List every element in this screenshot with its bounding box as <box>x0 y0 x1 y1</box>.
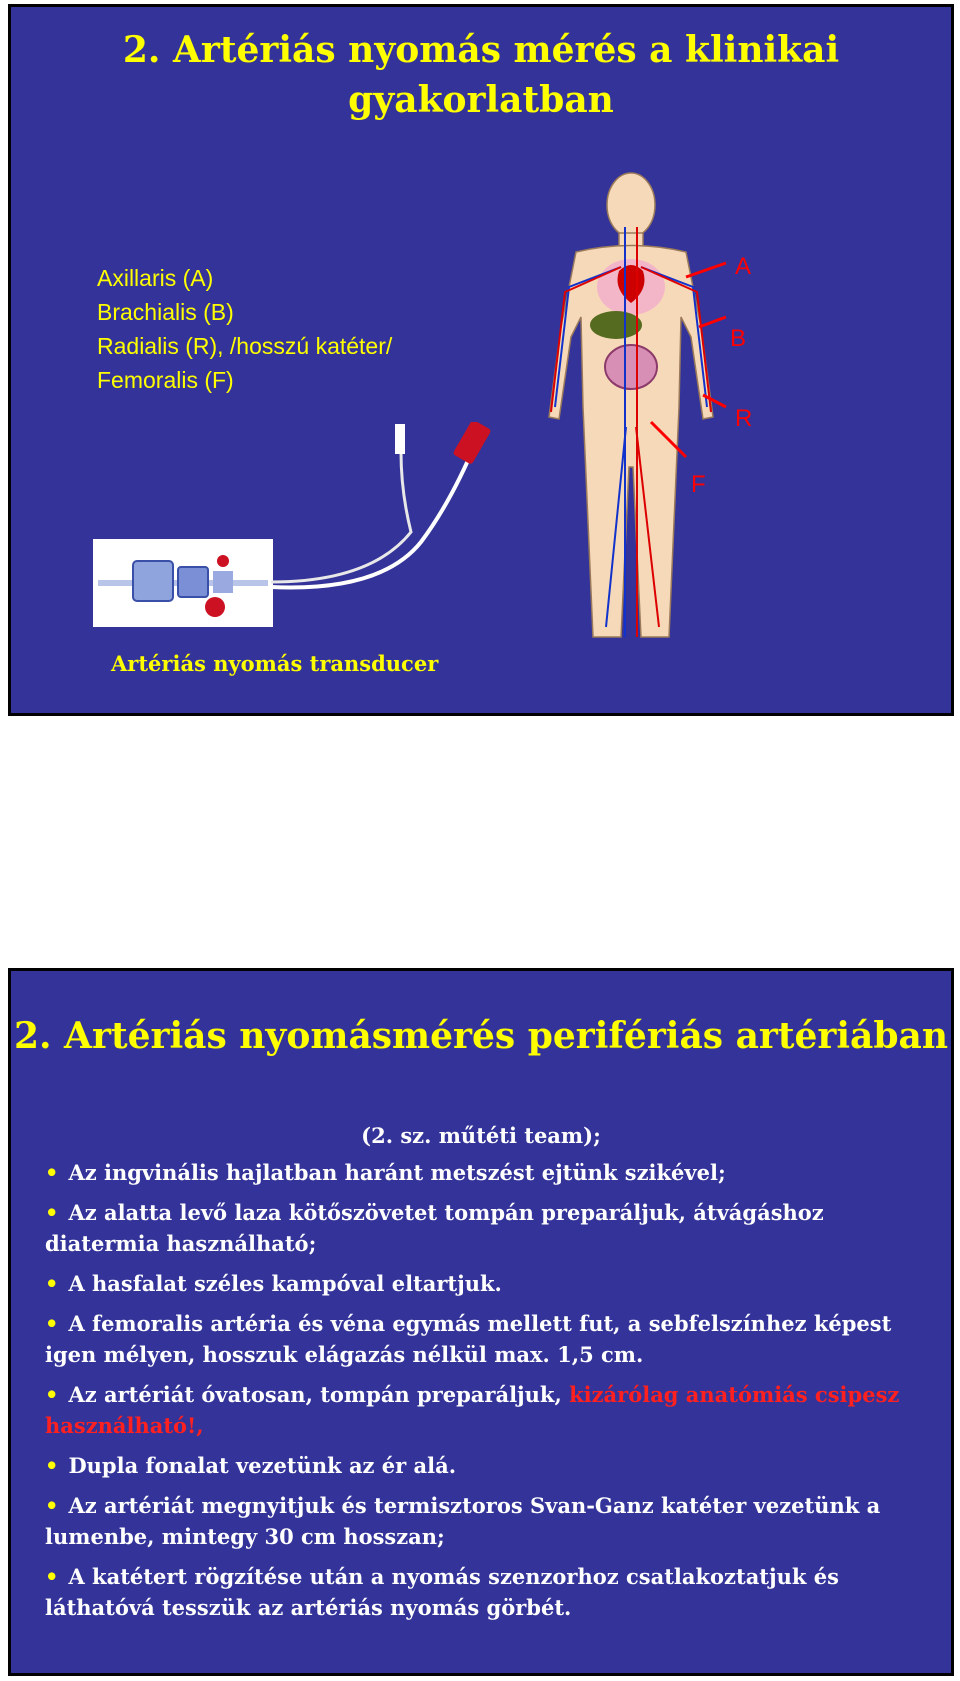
slide-2-title: 2. Artériás nyomásmérés perifériás artériában <box>13 1015 949 1057</box>
bullet-icon: • <box>45 1493 59 1518</box>
slide-2 <box>8 968 954 1676</box>
marker-f: F <box>691 471 706 498</box>
bullet-text: Az artériát óvatosan, tompán preparáljuk, <box>68 1382 562 1407</box>
slide-1-title: 2. Artériás nyomás mérés a klinikai gyakorlatban <box>122 29 840 121</box>
artery-item-femoralis: Femoralis (F) <box>97 367 234 393</box>
bullet-icon: • <box>45 1311 59 1336</box>
bullet-icon: • <box>45 1382 59 1407</box>
artery-item-radialis: Radialis (R), /hosszú katéter/ <box>97 333 393 359</box>
bullet-icon: • <box>45 1160 59 1185</box>
bullet-item <box>45 1450 945 1481</box>
bullet-icon: • <box>45 1271 59 1296</box>
slide-1 <box>8 4 954 716</box>
team-subhead: (2. sz. műtéti team); <box>361 1123 601 1148</box>
bullet-item <box>45 1379 945 1441</box>
bullet-item <box>45 1561 945 1623</box>
transducer-caption: Artériás nyomás transducer <box>111 651 439 676</box>
marker-a: A <box>735 253 752 280</box>
bullet-icon: • <box>45 1453 59 1478</box>
bullet-text: Az artériát megnyitjuk és termisztoros Svan-Ganz katéter vezetünk a lumenbe, mintegy 30 cm hosszan; <box>45 1493 881 1549</box>
artery-item-brachialis: Brachialis (B) <box>97 299 234 325</box>
bullet-item <box>45 1268 945 1299</box>
transducer-photo <box>93 539 273 627</box>
bullet-text: A hasfalat széles kampóval eltartjuk. <box>68 1271 502 1296</box>
bullet-item <box>45 1157 945 1188</box>
artery-list <box>97 261 392 397</box>
artery-item-axillaris: Axillaris (A) <box>97 265 214 291</box>
bullet-item <box>45 1490 945 1552</box>
bullet-text: Az alatta levő laza kötőszövetet tompán preparáljuk, átvágáshoz diatermia használható; <box>45 1200 824 1256</box>
bullet-item <box>45 1197 945 1259</box>
bullet-text: Dupla fonalat vezetünk az ér alá. <box>68 1453 457 1478</box>
bullet-icon: • <box>45 1564 59 1589</box>
marker-r: R <box>735 405 753 432</box>
bullet-item <box>45 1308 945 1370</box>
bullet-warning-text: kizárólag anatómiás csipesz használható!, <box>45 1382 900 1438</box>
procedure-bullet-list <box>45 1157 945 1632</box>
bullet-text: A katétert rögzítése után a nyomás szenzorhoz csatlakoztatjuk és láthatóvá tesszük az artériás nyomás görbét. <box>45 1564 839 1620</box>
bullet-text: A femoralis artéria és véna egymás mellett fut, a sebfelszínhez képest igen mélyen, hosszuk elágazás nélkül max. 1,5 cm. <box>45 1311 892 1367</box>
bullet-icon: • <box>45 1200 59 1225</box>
bullet-text: Az ingvinális hajlatban haránt metszést ejtünk szikével; <box>68 1160 726 1185</box>
marker-b: B <box>730 325 747 352</box>
